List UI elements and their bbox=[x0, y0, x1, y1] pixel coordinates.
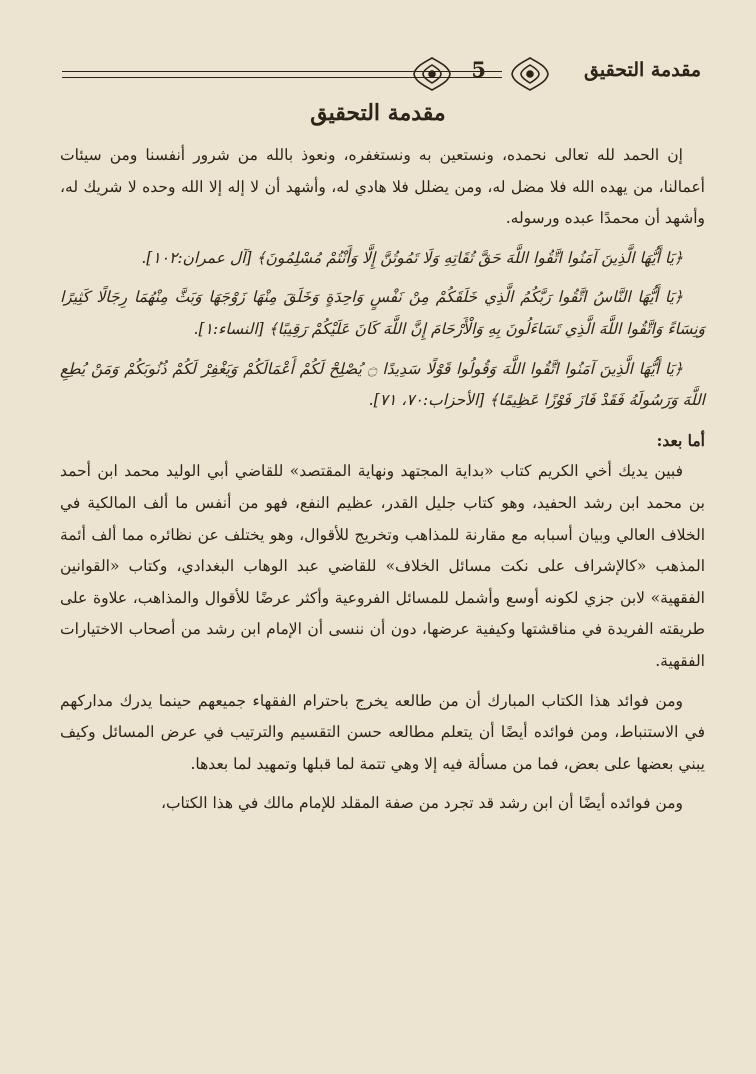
page-header bbox=[62, 55, 701, 95]
quran-verse: ﴿يَا أَيُّهَا النَّاسُ اتَّقُوا رَبَّكُمُ الَّذِي خَلَقَكُمْ مِنْ نَفْسٍ وَاحِدَةٍ وَخَلَقَ مِنْهَا زَوْجَهَا وَبَثَّ مِنْهُمَا رِجَالًا كَثِيرًا وَنِسَاءً وَاتَّقُوا اللَّهَ الَّذِي تَسَاءَلُونَ بِهِ وَالْأَرْحَامَ إِنَّ اللَّهَ كَانَ عَلَيْكُمْ رَقِيبًا﴾ [النساء:١]. bbox=[60, 288, 705, 338]
paragraph: إن الحمد لله تعالى نحمده، ونستعين به ونستغفره، ونعوذ بالله من شرور أنفسنا ومن سيئات أعمالنا، من يهده الله فلا مضل له، ومن يضلل فلا هادي له، وأشهد أن لا إله إلا الله وحده لا شريك له، وأشهد أن محمدًا عبده ورسوله. bbox=[60, 146, 705, 228]
running-title: مقدمة التحقيق bbox=[584, 59, 701, 81]
paragraph: ومن فوائده أيضًا أن ابن رشد قد تجرد من صفة المقلد للإمام مالك في هذا الكتاب، bbox=[160, 794, 683, 813]
section-heading: أما بعد: bbox=[656, 430, 705, 450]
quran-verse: ﴿يَا أَيُّهَا الَّذِينَ آمَنُوا اتَّقُوا اللَّهَ حَقَّ تُقَاتِهِ وَلَا تَمُوتُنَّ إِلَّا وَأَنْتُمْ مُسْلِمُونَ﴾ [آل عمران:١٠٢]. bbox=[141, 248, 683, 267]
header-rule bbox=[62, 71, 502, 72]
ornament-icon bbox=[509, 55, 551, 93]
header-rule bbox=[62, 77, 502, 78]
page-number: 5 bbox=[471, 57, 486, 82]
paragraph: فبين يديك أخي الكريم كتاب «بداية المجتهد ونهاية المقتصد» للقاضي أبي الوليد محمد ابن أحمد بن محمد ابن رشد الحفيد، وهو كتاب جليل القدر، عظيم النفع، فهو من أنفس ما ألف المالكية في الخلاف العالي وبيان أسبابه مع مقارنة للمذاهب وتخريج للأقوال، وهو يختلف عن نظائره مما ألف أئمة المذهب «كالإشراف على نكت مسائل الخلاف» للقاضي عبد الوهاب البغدادي، وكتاب «القوانين الفقهية» لابن جزي لكونه أوسع وأشمل للمسائل الفروعية وأكثر عرضًا للأقوال والمذاهب، علاوة على طريقته الفريدة في مناقشتها وكيفية عرضها، دون أن ننسى أن الإمام ابن رشد من أصحاب الاختيارات الفقهية. bbox=[60, 462, 705, 670]
paragraph: ومن فوائد هذا الكتاب المبارك أن من طالعه يخرج باحترام الفقهاء جميعهم حينما يدرك مداركهم في الاستنباط، ومن فوائده أيضًا أن يتعلم مطالعه حسن التقسيم والترتيب في عرض المسائل وكيف يبني بعضها على بعض، فما من مسألة فيه إلا وهي تتمة لما قبلها وتمهيد لما بعدها. bbox=[60, 691, 705, 773]
quran-verse: ﴿يَا أَيُّهَا الَّذِينَ آمَنُوا اتَّقُوا اللَّهَ وَقُولُوا قَوْلًا سَدِيدًا ۝ يُصْلِحْ لَكُمْ أَعْمَالَكُمْ وَيَغْفِرْ لَكُمْ ذُنُوبَكُمْ وَمَنْ يُطِعِ اللَّهَ وَرَسُولَهُ فَقَدْ فَازَ فَوْزًا عَظِيمًا﴾ [الأحزاب:٧٠، ٧١]. bbox=[60, 359, 705, 410]
body-text bbox=[60, 140, 705, 820]
ornament-icon bbox=[411, 55, 453, 93]
page-title: مقدمة التحقيق bbox=[310, 100, 446, 126]
